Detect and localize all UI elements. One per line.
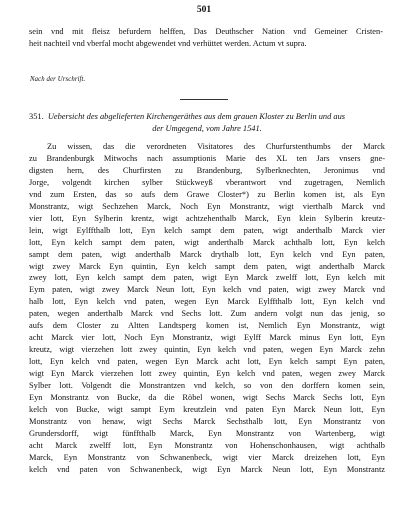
body-line: wigt zwey Marck Eyn quintin, Eyn kelch sampt dem paten, wigt anderthalb Marck <box>29 261 385 271</box>
body-line: digsten hern, des Churfirsten zu Brandenburg, Sylberknechten, Jeronimus vnd <box>29 165 385 175</box>
body-line: Eym paten, wigt zwey Marck Neun lott, Eyn kelch vnd paten, wigt zwey Marck vnd <box>29 285 385 295</box>
section-divider <box>180 99 228 100</box>
body-line: zwey lott, Eyn kelch sampt dem paten, wigt Eyn Marck zwelff lott, Eyn kelch mit <box>29 273 385 283</box>
text-line: heit nachteil vnd vberfal mocht abgewendet vnd verhüttet werden. Actum vt supra. <box>29 38 307 48</box>
body-line: halb lott, Eyn kelch vnd paten, wegen Eyn Marck Eylffthalb lott, Eyn kelch vnd <box>29 297 385 307</box>
body-line: acht Marck vier lott, Noch Eyn Monstrantz, wigt Eylff Marck minus Eyn lott, Eyn <box>29 333 385 343</box>
source-note: Nach der Urschrift. <box>30 76 86 83</box>
body-line: Jorge, volgendt kirchen sylber Stückweyß vberantwort vnd zugetragen, Nemlich <box>29 177 385 187</box>
body-line: kreutz, wigt vierzehen lott zwey quintin, Eyn kelch vnd paten, wegen Eyn Marck zehn <box>29 345 385 355</box>
body-line: aufs dem Closter zu Altten Landtsperg komen ist, Nemlich Eyn Monstrantz, wigt <box>29 321 385 331</box>
heading-line <box>29 111 385 123</box>
body-line: Monstrantz von henaw, wigt Sechs Marck Sechsthalb lott, Eyn Monstrantz von <box>29 416 385 426</box>
body-line: Eyn Monstrantz von Bucke, da die Röbel wonen, wigt Sechs Marck Sechs lott, Eyn <box>29 393 385 403</box>
body-line: Marck, Eyn Monstrantz von Schwanenbeck, wigt vier Marck dreizehen lott, Eyn <box>29 452 385 462</box>
body-line: sampt dem paten, wigt anderthalb Marck drythalb lott, Eyn kelch vnd Eyn paten, <box>29 249 385 259</box>
body-line: kelch vnd paten von Schwanenbeck, wigt Eyn Marck Neun lott, Eyn Monstrantz <box>29 464 385 474</box>
body-line: Sylber lott. Volgendt die Monstrantzen vnd kelch, so von den dorffern komen sein, <box>29 381 385 391</box>
body-line: vier lott, Eyn Sylberin krentz, wigt achtzehenthalb Marck, Eyn klein Sylberin kreutz- <box>29 213 385 223</box>
document-title: Uebersicht des abgelieferten Kirchengeräthes aus dem grauen Kloster zu Berlin und aus <box>47 112 346 121</box>
body-line: lott, Eyn kelch vnd paten, wegen Eyn Marck acht lott, Eyn kelch sampt Eyn paten, <box>29 357 385 367</box>
body-line: Zu wissen, das die verordneten Visitatores des Churfurstenthumbs der Marck <box>47 142 385 151</box>
previous-document-closing-paragraph <box>29 26 383 49</box>
document-number: 351. <box>29 112 44 121</box>
heading-line-2: der Umgegend, vom Jahre 1541. <box>152 123 262 133</box>
body-line: lott, Eyn kelch sampt dem paten, wigt anderthalb Marck achthalb lott, Eyn kelch <box>29 237 385 247</box>
body-line: vnd zum Ersten, das so aufs dem Grawe Closter*) zu Berlin komen ist, als Eyn <box>29 189 385 199</box>
body-line: Monstrantz, wigt Sechzehen Marck, Noch Eyn Monstrantz, wigt vierthalb Marck vnd <box>29 201 385 211</box>
body-line: wigt Eyn Marck vierzehen lott zwey quintin, Eyn kelch vnd paten, wegen zwey Marck <box>29 369 385 379</box>
body-line: zu Brandenburgk Mitwochs nach assumptionis Marie des XL ten Jars vnsers gne- <box>29 153 385 163</box>
body-line: paten, wegen anderthalb Marck vnd Sechs lott. Zum andern volgt nun das jenig, so <box>29 309 385 319</box>
document-body <box>29 141 385 476</box>
text-line: sein vnd mit fleisz befurdern helffen, Das Deuthscher Nation vnd Gemeiner Cristen- <box>29 27 383 36</box>
body-line: kelch von Bucke, wigt sampt Eym kreutzlein vnd paten Eyn Marck Neun lott, Eyn <box>29 404 385 414</box>
body-line: Grundersdorff, wigt fünffthalb Marck, Eyn Monstrantz von Wartenberg, wigt <box>29 428 385 438</box>
page-number: 501 <box>196 5 212 15</box>
document-heading <box>29 111 385 134</box>
body-line: lein, wigt Eylffthalb lott, Eyn kelch sampt dem paten, wigt anderthalb Marck vier <box>29 225 385 235</box>
body-line: acht Marck zwelff lott, Eyn Monstrantz von Hohenschonhausen, wigt achthalb <box>29 440 385 450</box>
